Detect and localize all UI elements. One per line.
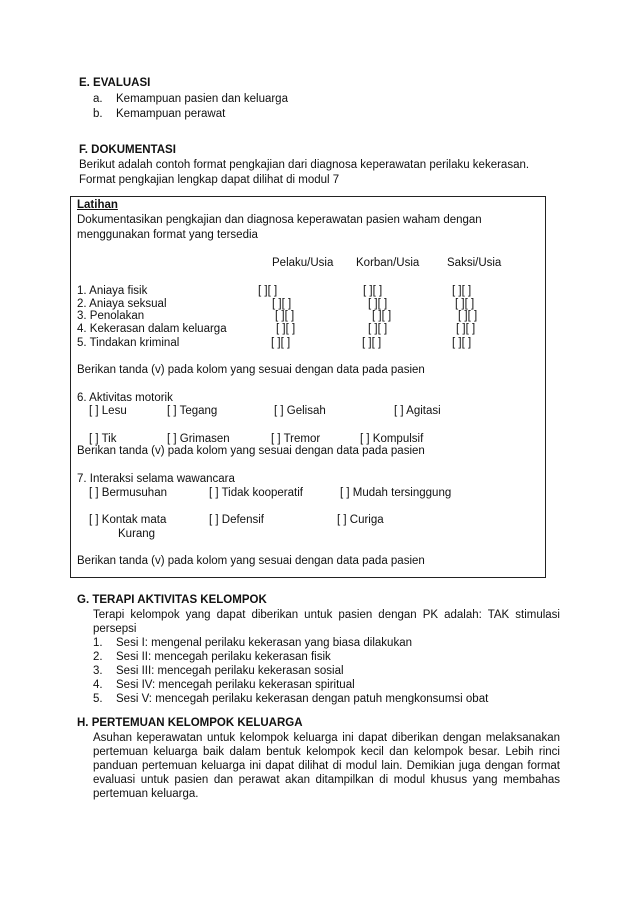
list-marker: a.	[93, 93, 103, 105]
option-agitasi[interactable]: [ ] Agitasi	[394, 405, 441, 417]
checkbox-pair[interactable]: [ ][ ]	[452, 285, 472, 297]
paragraph-line: Format pengkajian lengkap dapat dilihat di modul 7	[79, 174, 340, 186]
row-label: 2. Aniaya seksual	[77, 298, 167, 310]
section-g-intro	[93, 608, 560, 636]
list-item: Kemampuan perawat	[116, 108, 226, 120]
option-grimasen[interactable]: [ ] Grimasen	[167, 433, 230, 445]
option-tidak-kooperatif[interactable]: [ ] Tidak kooperatif	[209, 487, 303, 499]
section-g-heading: G. TERAPI AKTIVITAS KELOMPOK	[77, 594, 267, 606]
list-marker: 3.	[93, 665, 103, 677]
section-h-heading: H. PERTEMUAN KELOMPOK KELUARGA	[77, 717, 303, 729]
column-header-saksi: Saksi/Usia	[447, 257, 502, 269]
section-f-heading: F. DOKUMENTASI	[79, 144, 176, 156]
checkbox-pair[interactable]: [ ][ ]	[362, 337, 382, 349]
latihan-intro: menggunakan format yang tersedia	[77, 229, 258, 241]
paragraph-line: pertemuan keluarga baik dalam bentuk kelompok kecil dan kelompok besar. Lebih rinci	[93, 746, 560, 758]
option-defensif[interactable]: [ ] Defensif	[209, 514, 264, 526]
paragraph-line: Asuhan keperawatan untuk kelompok keluarga ini dapat diberikan dengan melaksanakan	[93, 732, 560, 744]
checkbox-pair[interactable]: [ ][ ]	[455, 298, 475, 310]
latihan-intro: Dokumentasikan pengkajian dan diagnosa keperawatan pasien waham dengan	[77, 214, 482, 226]
row-label: 5. Tindakan kriminal	[77, 337, 180, 349]
list-item: Sesi II: mencegah perilaku kekerasan fisik	[116, 651, 331, 663]
checkbox-pair[interactable]: [ ][ ]	[258, 285, 278, 297]
checkbox-pair[interactable]: [ ][ ]	[363, 285, 383, 297]
option-gelisah[interactable]: [ ] Gelisah	[274, 405, 326, 417]
checkbox-pair[interactable]: [ ][ ]	[456, 323, 476, 335]
row-label: 1. Aniaya fisik	[77, 285, 148, 297]
option-kontak-mata-cont: Kurang	[118, 528, 156, 540]
latihan-title: Latihan	[77, 199, 118, 211]
instruction-text: Berikan tanda (v) pada kolom yang sesuai dengan data pada pasien	[77, 555, 425, 567]
row-label: 4. Kekerasan dalam keluarga	[77, 323, 227, 335]
checkbox-pair[interactable]: [ ][ ]	[458, 310, 478, 322]
list-item: Kemampuan pasien dan keluarga	[116, 93, 288, 105]
row-label: 3. Penolakan	[77, 310, 145, 322]
list-item: Sesi I: mengenal perilaku kekerasan yang biasa dilakukan	[116, 637, 412, 649]
section-h-paragraph	[93, 731, 560, 801]
section-e-heading: E. EVALUASI	[79, 77, 151, 89]
list-marker: 4.	[93, 679, 103, 691]
instruction-text: Berikan tanda (v) pada kolom yang sesuai dengan data pada pasien	[77, 364, 425, 376]
list-item: Sesi V: mencegah perilaku kekerasan dengan patuh mengkonsumsi obat	[116, 693, 489, 705]
list-item: Sesi III: mencegah perilaku kekerasan sosial	[116, 665, 344, 677]
checkbox-pair[interactable]: [ ][ ]	[372, 310, 392, 322]
option-kontak-mata[interactable]: [ ] Kontak mata	[89, 514, 167, 526]
column-header-korban: Korban/Usia	[356, 257, 420, 269]
checkbox-pair[interactable]: [ ][ ]	[368, 323, 388, 335]
list-marker: 5.	[93, 693, 103, 705]
option-curiga[interactable]: [ ] Curiga	[337, 514, 384, 526]
paragraph-line: panduan pertemuan keluarga ini dapat dilihat di modul lain. Demikian juga dengan format	[93, 760, 560, 772]
option-lesu[interactable]: [ ] Lesu	[89, 405, 127, 417]
paragraph-line: Terapi kelompok yang dapat diberikan untuk pasien dengan PK adalah: TAK stimulasi	[93, 609, 560, 621]
option-tremor[interactable]: [ ] Tremor	[271, 433, 321, 445]
paragraph-line: Berikut adalah contoh format pengkajian dari diagnosa keperawatan perilaku kekerasan.	[79, 159, 530, 171]
checkbox-pair[interactable]: [ ][ ]	[452, 337, 472, 349]
option-tegang[interactable]: [ ] Tegang	[167, 405, 218, 417]
option-kompulsif[interactable]: [ ] Kompulsif	[360, 433, 424, 445]
checkbox-pair[interactable]: [ ][ ]	[272, 298, 292, 310]
interaksi-title: 7. Interaksi selama wawancara	[77, 473, 235, 485]
list-marker: 2.	[93, 651, 103, 663]
checkbox-pair[interactable]: [ ][ ]	[368, 298, 388, 310]
paragraph-line: pertemuan keluarga.	[93, 788, 199, 800]
list-marker: b.	[93, 108, 103, 120]
option-bermusuhan[interactable]: [ ] Bermusuhan	[89, 487, 167, 499]
option-mudah-tersinggung[interactable]: [ ] Mudah tersinggung	[340, 487, 452, 499]
motorik-title: 6. Aktivitas motorik	[77, 392, 173, 404]
checkbox-pair[interactable]: [ ][ ]	[275, 310, 295, 322]
checkbox-pair[interactable]: [ ][ ]	[276, 323, 296, 335]
checkbox-pair[interactable]: [ ][ ]	[271, 337, 291, 349]
list-marker: 1.	[93, 637, 103, 649]
option-tik[interactable]: [ ] Tik	[89, 433, 117, 445]
paragraph-line: persepsi	[93, 623, 137, 635]
paragraph-line: evaluasi untuk pasien dan perawat akan ditampilkan di modul khusus yang membahas	[93, 774, 560, 786]
list-item: Sesi IV: mencegah perilaku kekerasan spiritual	[116, 679, 355, 691]
column-header-pelaku: Pelaku/Usia	[272, 257, 334, 269]
instruction-text: Berikan tanda (v) pada kolom yang sesuai dengan data pada pasien	[77, 445, 425, 457]
